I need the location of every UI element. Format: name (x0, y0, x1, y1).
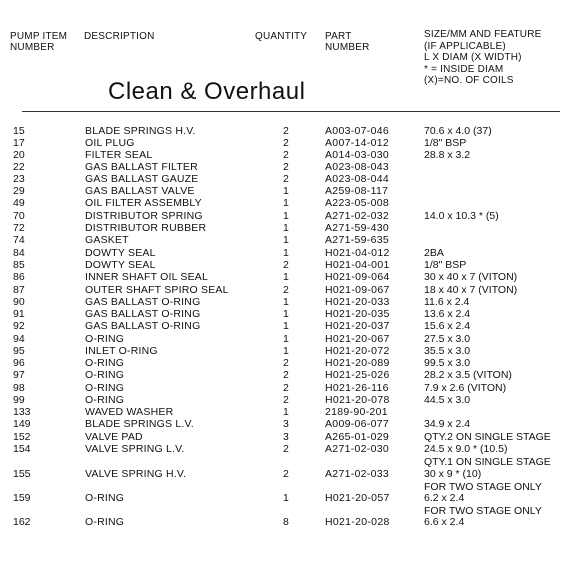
cell-part: H021-09-067 (325, 284, 390, 296)
cell-size: 70.6 x 4.0 (37) (424, 125, 492, 137)
cell-size: 27.5 x 3.0 (424, 333, 471, 345)
cell-size: 1/8" BSP (424, 259, 467, 271)
cell-item: 152 (13, 431, 31, 443)
header-description: DESCRIPTION (84, 31, 155, 42)
cell-item: 90 (13, 296, 25, 308)
cell-part: A023-08-044 (325, 173, 390, 185)
cell-size: 30 x 9 * (10) FOR TWO STAGE ONLY (424, 468, 542, 493)
cell-item: 23 (13, 173, 25, 185)
header-quantity: QUANTITY (255, 31, 308, 42)
cell-desc: GAS BALLAST O-RING (85, 296, 201, 308)
cell-desc: BLADE SPRINGS L.V. (85, 418, 194, 430)
cell-part: A007-14-012 (325, 137, 390, 149)
cell-part: 2189-90-201 (325, 406, 388, 418)
cell-part: A259-08-117 (325, 185, 389, 197)
cell-part: A271-59-430 (325, 222, 390, 234)
cell-desc: DISTRIBUTOR RUBBER (85, 222, 207, 234)
cell-desc: GAS BALLAST O-RING (85, 320, 201, 332)
cell-desc: VALVE SPRING L.V. (85, 443, 185, 455)
cell-size: 99.5 x 3.0 (424, 357, 471, 369)
cell-part: H021-20-028 (325, 516, 390, 528)
cell-item: 22 (13, 161, 25, 173)
cell-desc: O-RING (85, 382, 125, 394)
cell-part: A009-06-077 (325, 418, 390, 430)
cell-part: A265-01-029 (325, 431, 390, 443)
cell-desc: DISTRIBUTOR SPRING (85, 210, 203, 222)
cell-size: 2BA (424, 247, 444, 259)
cell-part: A014-03-030 (325, 149, 390, 161)
cell-size: 6.6 x 2.4 (424, 516, 465, 528)
cell-size: 18 x 40 x 7 (VITON) (424, 284, 518, 296)
cell-desc: WAVED WASHER (85, 406, 174, 418)
cell-part: H021-04-001 (325, 259, 390, 271)
cell-qty: 2 (283, 382, 289, 394)
cell-item: 162 (13, 516, 31, 528)
cell-item: 96 (13, 357, 25, 369)
cell-item: 86 (13, 271, 25, 283)
cell-size: QTY.2 ON SINGLE STAGE (424, 431, 551, 443)
cell-size: 44.5 x 3.0 (424, 394, 471, 406)
cell-part: H021-20-057 (325, 492, 390, 504)
cell-qty: 2 (283, 161, 289, 173)
cell-size: 30 x 40 x 7 (VITON) (424, 271, 518, 283)
cell-part: A223-05-008 (325, 197, 390, 209)
cell-desc: OUTER SHAFT SPIRO SEAL (85, 284, 229, 296)
cell-qty: 1 (283, 345, 289, 357)
cell-desc: GAS BALLAST VALVE (85, 185, 195, 197)
cell-item: 87 (13, 284, 25, 296)
cell-qty: 2 (283, 394, 289, 406)
cell-qty: 2 (283, 137, 289, 149)
cell-item: 70 (13, 210, 25, 222)
cell-item: 149 (13, 418, 31, 430)
cell-item: 98 (13, 382, 25, 394)
cell-desc: OIL PLUG (85, 137, 135, 149)
cell-item: 159 (13, 492, 31, 504)
cell-desc: O-RING (85, 492, 125, 504)
cell-part: H021-20-037 (325, 320, 390, 332)
header-pump-item-number: PUMP ITEM NUMBER (10, 31, 68, 53)
cell-part: H021-20-033 (325, 296, 390, 308)
cell-qty: 2 (283, 369, 289, 381)
cell-item: 15 (13, 125, 25, 137)
cell-desc: FILTER SEAL (85, 149, 153, 161)
cell-qty: 1 (283, 406, 289, 418)
cell-desc: O-RING (85, 394, 125, 406)
cell-size: 28.8 x 3.2 (424, 149, 471, 161)
header-size-and-feature: SIZE/MM AND FEATURE (IF APPLICABLE) L X DIAM (X WIDTH) * = INSIDE DIAM (X)=NO. OF COILS (424, 29, 542, 86)
cell-size: 15.6 x 2.4 (424, 320, 471, 332)
cell-qty: 1 (283, 247, 289, 259)
cell-size: 13.6 x 2.4 (424, 308, 471, 320)
cell-item: 95 (13, 345, 25, 357)
cell-desc: VALVE PAD (85, 431, 143, 443)
cell-item: 49 (13, 197, 25, 209)
cell-qty: 2 (283, 173, 289, 185)
cell-desc: GASKET (85, 234, 129, 246)
cell-item: 97 (13, 369, 25, 381)
cell-desc: O-RING (85, 357, 125, 369)
cell-part: A271-02-033 (325, 468, 390, 480)
cell-desc: GAS BALLAST FILTER (85, 161, 198, 173)
cell-item: 154 (13, 443, 31, 455)
cell-item: 155 (13, 468, 31, 480)
cell-qty: 1 (283, 210, 289, 222)
cell-part: A023-08-043 (325, 161, 390, 173)
cell-part: H021-25-026 (325, 369, 390, 381)
cell-desc: VALVE SPRING H.V. (85, 468, 187, 480)
cell-qty: 2 (283, 468, 289, 480)
cell-item: 20 (13, 149, 25, 161)
cell-desc: DOWTY SEAL (85, 247, 156, 259)
cell-size: 11.6 x 2.4 (424, 296, 470, 308)
cell-size: 28.2 x 3.5 (VITON) (424, 369, 512, 381)
cell-item: 92 (13, 320, 25, 332)
cell-size: 24.5 x 9.0 * (10.5) QTY.1 ON SINGLE STAGE (424, 443, 551, 468)
cell-part: H021-20-078 (325, 394, 390, 406)
cell-qty: 1 (283, 492, 289, 504)
cell-part: A271-02-030 (325, 443, 390, 455)
cell-part: H021-20-035 (325, 308, 390, 320)
cell-qty: 1 (283, 296, 289, 308)
cell-desc: O-RING (85, 369, 125, 381)
cell-part: H021-09-064 (325, 271, 390, 283)
cell-size: 1/8" BSP (424, 137, 467, 149)
cell-part: H021-20-089 (325, 357, 390, 369)
cell-qty: 8 (283, 516, 289, 528)
cell-item: 17 (13, 137, 25, 149)
cell-qty: 2 (283, 125, 289, 137)
cell-qty: 1 (283, 234, 289, 246)
cell-size: 35.5 x 3.0 (424, 345, 471, 357)
cell-qty: 3 (283, 431, 289, 443)
cell-desc: INLET O-RING (85, 345, 158, 357)
cell-part: A003-07-046 (325, 125, 390, 137)
cell-part: A271-59-635 (325, 234, 390, 246)
cell-item: 133 (13, 406, 31, 418)
cell-desc: INNER SHAFT OIL SEAL (85, 271, 209, 283)
header-part-number: PART NUMBER (325, 31, 370, 53)
cell-item: 85 (13, 259, 25, 271)
cell-qty: 2 (283, 284, 289, 296)
cell-qty: 1 (283, 271, 289, 283)
cell-size: 6.2 x 2.4 FOR TWO STAGE ONLY (424, 492, 542, 517)
cell-part: H021-20-072 (325, 345, 390, 357)
cell-item: 91 (13, 308, 25, 320)
cell-desc: GAS BALLAST GAUZE (85, 173, 199, 185)
cell-desc: BLADE SPRINGS H.V. (85, 125, 196, 137)
page-title: Clean & Overhaul (108, 78, 306, 105)
cell-qty: 1 (283, 308, 289, 320)
cell-desc: O-RING (85, 333, 125, 345)
cell-part: H021-20-067 (325, 333, 390, 345)
cell-desc: GAS BALLAST O-RING (85, 308, 201, 320)
cell-qty: 1 (283, 222, 289, 234)
cell-qty: 1 (283, 185, 289, 197)
cell-qty: 2 (283, 259, 289, 271)
cell-qty: 1 (283, 333, 289, 345)
cell-item: 29 (13, 185, 25, 197)
cell-qty: 1 (283, 320, 289, 332)
cell-qty: 2 (283, 357, 289, 369)
cell-part: H021-04-012 (325, 247, 390, 259)
cell-item: 94 (13, 333, 25, 345)
cell-qty: 1 (283, 197, 289, 209)
cell-item: 84 (13, 247, 25, 259)
cell-qty: 3 (283, 418, 289, 430)
cell-part: A271-02-032 (325, 210, 390, 222)
cell-item: 72 (13, 222, 25, 234)
cell-part: H021-26-116 (325, 382, 389, 394)
cell-item: 99 (13, 394, 25, 406)
cell-size: 34.9 x 2.4 (424, 418, 471, 430)
cell-size: 7.9 x 2.6 (VITON) (424, 382, 507, 394)
cell-desc: O-RING (85, 516, 125, 528)
cell-size: 14.0 x 10.3 * (5) (424, 210, 499, 222)
cell-desc: DOWTY SEAL (85, 259, 156, 271)
cell-qty: 2 (283, 149, 289, 161)
cell-item: 74 (13, 234, 25, 246)
cell-desc: OIL FILTER ASSEMBLY (85, 197, 202, 209)
cell-qty: 2 (283, 443, 289, 455)
